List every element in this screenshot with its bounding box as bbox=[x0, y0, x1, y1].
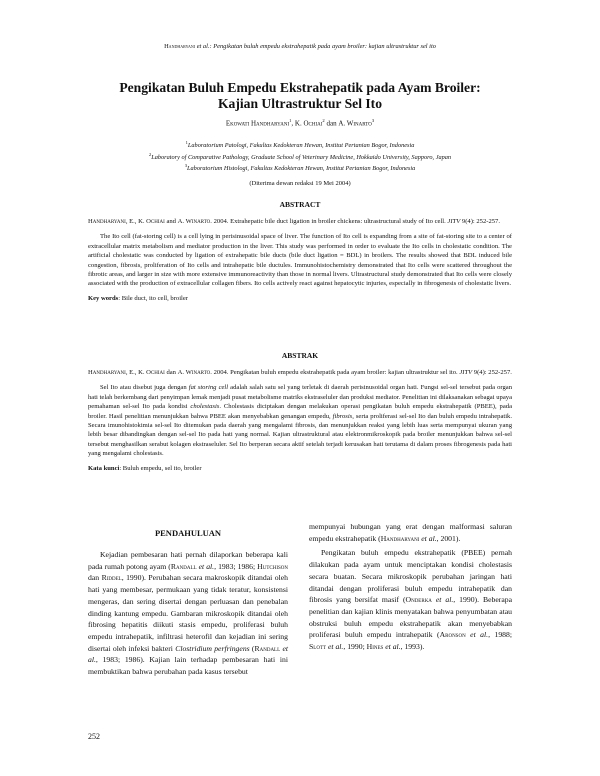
abstract-en-block bbox=[88, 217, 512, 303]
abstract-en-body: The Ito cell (fat-storing cell) is a cell lying in perisinusoidal space of liver. The function of Ito cell is expanding from a site of fat-storing site to a center of extracellular matrix metabolism and mediator production in the liver. This study was performed in order to evaluate the Ito cells in cholestatic condition. The artificial cholestatic was conducted by ligation of extrahepatic bile ducts (bile duct ligation = BDL) in broilers. The results showed that BDL induced bile congestion, fibrosis, proliferation of Ito cells and intrahepatic bile ductules. Immunohistochemistry demonstrated that Ito cells were scattered throughout the fibrotic areas, and larger in size with more extensive immunoreactivity than those in normal livers. Ultrastructural study demonstrated that Ito cells were closely associated with the production of extracellular collagen fibers. Ito cells actively react against hepatocytic injuries, especially in fibrogenesis of cholestatic livers. bbox=[88, 233, 512, 288]
paper-title bbox=[60, 80, 540, 112]
abstract-heading: ABSTRACT bbox=[279, 200, 321, 209]
running-head: Handharyani et al.: Pengikatan buluh empedu ekstrahepatik pada ayam broiler: kajian ultrastruktur sel ito bbox=[164, 43, 436, 50]
title-line-1: Pengikatan Buluh Empedu Ekstrahepatik pada Ayam Broiler: bbox=[119, 80, 481, 95]
abstrak-heading: ABSTRAK bbox=[281, 351, 319, 360]
author-list: Ekowati Handharyani$^1$, K. Ochiai$^2$ dan A. Winarto$^3$ bbox=[225, 118, 375, 128]
intro-heading: PENDAHULUAN bbox=[154, 528, 222, 538]
abstract-id-body: Sel Ito atau disebut juga dengan fat storing cell adalah salah satu sel yang terletak di daerah perisinusoidal organ hati. Fungsi sel-sel tersebut pada organ hati telah berkembang dari penyimpan lemak menjadi pusat metabolisme matriks ekstraseluler dan produksi mediator. Penelitian ini dilaksanakan sebagai upaya pemahaman sel-sel Ito pada kondisi cholestasis. Cholestasis diciptakan dengan melakukan operasi pengikatan buluh empedu ekstrahepatik (PBEE), pada broiler. Hasil penelitian menunjukkan bahwa PBEE akan menyebabkan genangan empedu, fibrosis, serta proliferasi sel-sel Ito dan buluh empedu intrahepatik. Secara imunohistokimia sel-sel Ito ditemukan pada daerah yang mengalami fibrosis, dan menunjukkan reaksi yang lebih luas serta mempunyai ukuran yang lebih besar dibandingkan dengan sel-sel Ito pada hati yang normal. Kajian ultrastruktural atau elektronmikroskopik pada broiler menunjukkan bahwa sel-sel tersebut menghasilkan serabut kolagen ekstraseluler. Sel Ito berperan secara aktif setelah terjadi kerusakan hati terutama di dalam proses fibrogenesis pada hati yang mengalami cholestasis. bbox=[88, 384, 513, 458]
keywords-en: Key words: Bile duct, ito cell, broiler bbox=[88, 294, 188, 302]
affiliation-2: $^2$Laboratory of Comparative Pathology, Graduate School of Veterinary Medicine, Hokkaido University, Sapporo, Japan bbox=[148, 151, 452, 161]
intro-paragraph-1: Kejadian pembesaran hati pernah dilaporkan beberapa kali pada rumah potong ayam (Randall et al., 1983; 1986; Hutchison dan Riddel, 1990). Perubahan secara makroskopik ditandai oleh hati yang membesar, permukaan yang tidak teratur, konsistensi mengeras, dan sering disertai dengan perluasan dan penebalan dinding kantung empedu. Gambaran mikroskopik ditandai oleh fibrosing hepatitis diikuti stasis empedu, proliferasi buluh empedu intrahepatik, infiltrasi heterofil dan kejadian ini sering disertai oleh infeksi bakteri Clostridium perfringens (Randall et al., 1983; 1986). Kajian lain terhadap pembesaran hati ini membuktikan bahwa perubahan pada kasus tersebut bbox=[88, 550, 289, 677]
intro-right-column bbox=[309, 521, 512, 653]
intro-left-column bbox=[88, 549, 288, 678]
intro-paragraph-1-cont: mempunyai hubungan yang erat dengan malformasi saluran empedu ekstrahepatik (Handharyani et al., 2001). bbox=[309, 522, 512, 543]
abstract-id-block bbox=[88, 368, 512, 473]
title-line-2: Kajian Ultrastruktur Sel Ito bbox=[217, 96, 382, 111]
affiliations bbox=[60, 139, 540, 174]
affiliation-3: $^3$Laboratorium Histologi, Fakultas Kedokteran Hewan, Institut Pertanian Bogor, Indonesia bbox=[184, 163, 416, 173]
abstract-id-citation: Handharyani, E., K. Ochiai dan A. Winarto. 2004. Pengikatan buluh empedu ekstrahepatik pada ayam broiler: kajian ultrastruktur sel ito. JITV 9(4): 252-257. bbox=[88, 369, 512, 376]
received-date: (Diterima dewan redaksi 19 Mei 2004) bbox=[249, 180, 351, 187]
intro-paragraph-2: Pengikatan buluh empedu ekstrahepatik (PBEE) pernah dilakukan pada ayam untuk menciptakan kondisi cholestasis secara buatan. Secara mikroskopik perubahan jaringan hati ditandai dengan proliferasi buluh empedu intrahepatik dan fibrosis yang bersifat masif (Onderka et al., 1990). Beberapa penelitian dan kajian klinis menyatakan bahwa penyumbatan atau obstruksi buluh empedu ekstrahepatik akan menyebabkan proliferasi buluh empedu intrahepatik (Aronson et al., 1988; Slott et al., 1990; Hines et al., 1993). bbox=[309, 548, 513, 652]
keywords-id: Kata kunci: Buluh empedu, sel ito, broiler bbox=[88, 464, 202, 472]
affiliation-1: $^1$Laboratorium Patologi, Fakultas Kedokteran Hewan, Institut Pertanian Bogor, Indonesia bbox=[185, 140, 415, 150]
page-number: 252 bbox=[88, 732, 100, 741]
abstract-en-citation: Handharyani, E., K. Ochiai and A. Winarto. 2004. Extrahepatic bile duct ligation in broiler chickens: ultrastructural study of Ito cell. JITV 9(4): 252-257. bbox=[88, 218, 500, 225]
